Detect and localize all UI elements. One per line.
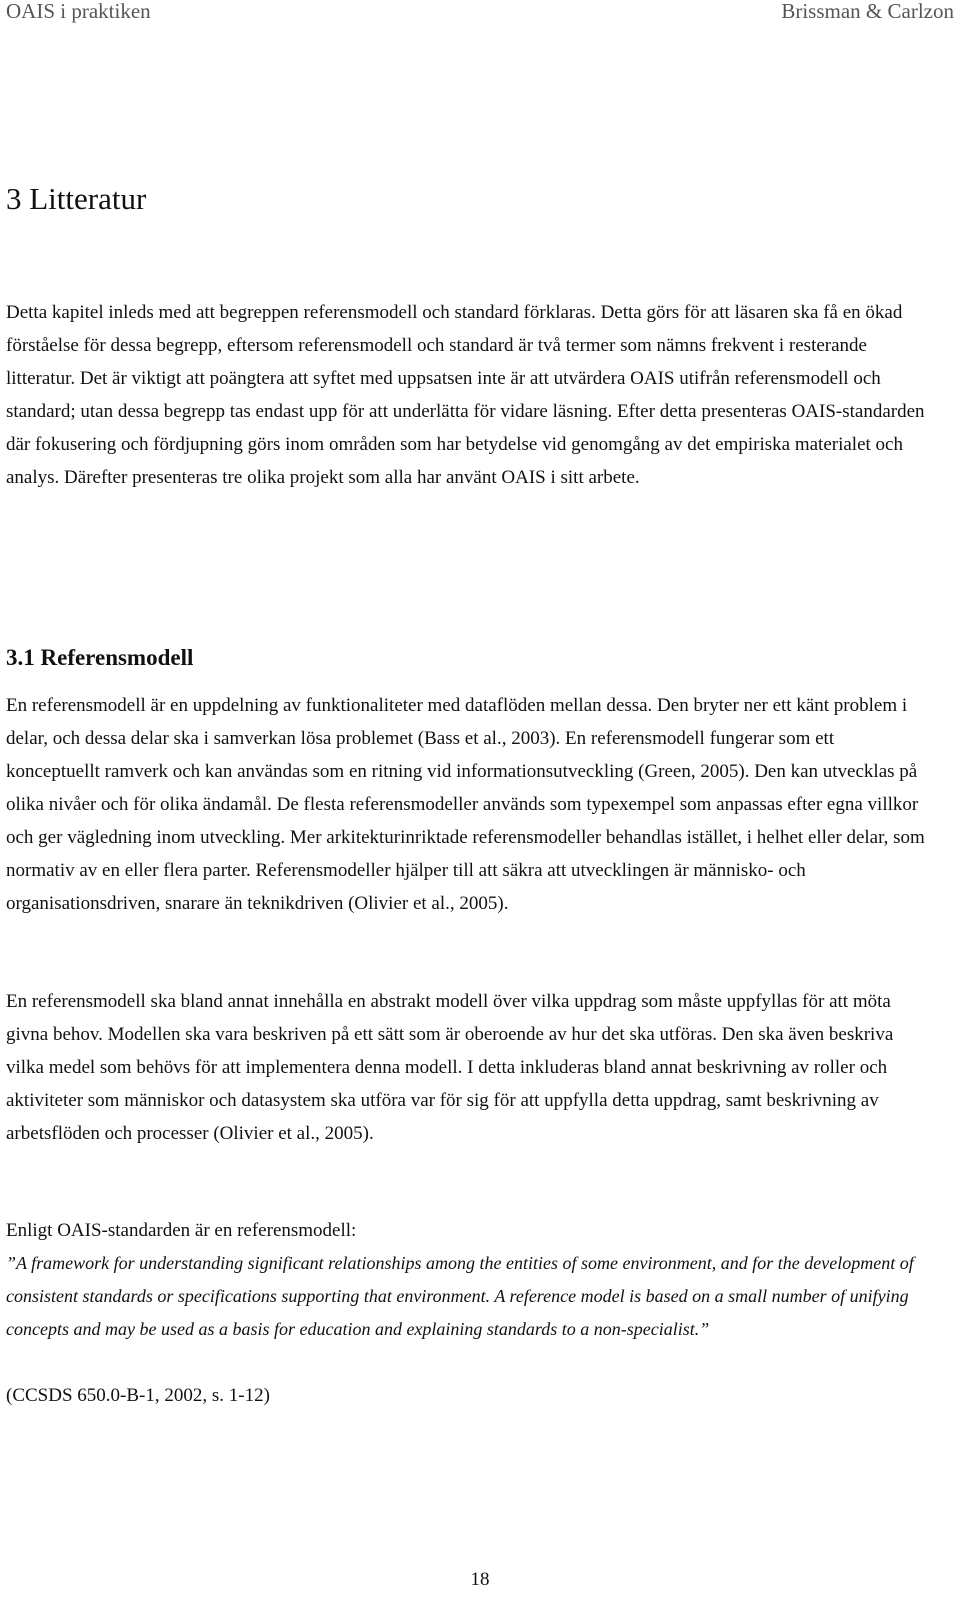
intro-paragraph: Detta kapitel inleds med att begreppen referensmodell och standard förklaras. Detta görs för att läsaren ska få en ökad förståelse för dessa begrepp, eftersom referensmodell och standard är två termer som nämns frekvent i resterande litteratur. Det är viktigt att poängtera att syftet med uppsatsen inte är att utvärdera OAIS utifrån referensmodell och standard; utan dessa begrepp tas endast upp för att underlätta för vidare läsning. Efter detta presenteras OAIS-standarden där fokusering och fördjupning görs inom områden som har betydelse vid genomgång av det empiriska materialet och analys. Därefter presenteras tre olika projekt som alla har använt OAIS i sitt arbete. (6, 302, 925, 488)
chapter-title: 3 Litteratur (6, 181, 147, 216)
header-authors: Brissman & Carlzon (781, 0, 954, 23)
header-document-title: OAIS i praktiken (6, 0, 151, 23)
section-paragraph-1: En referensmodell är en uppdelning av funktionaliteter med dataflöden mellan dessa. Den bryter ner ett känt problem i delar, och dessa delar ska i samverkan lösa problemet (Bass et al., 2003). En referensmodell fungerar som ett konceptuellt ramverk och kan användas som en ritning vid informationsutveckling (Green, 2005). Den kan utvecklas på olika nivåer och för olika ändamål. De flesta referensmodeller används som typexempel som anpassas efter egna villkor och ger vägledning inom utveckling. Mer arkitekturinriktade referensmodeller behandlas istället, i helhet eller delar, som normativ av en eller flera parter. Referensmodeller hjälper till att säkra att utvecklingen är människo- och organisationsdriven, snarare än teknikdriven (Olivier et al., 2005). (6, 695, 925, 914)
quote-citation: (CCSDS 650.0-B-1, 2002, s. 1-12) (6, 1385, 270, 1406)
quote-text: ”A framework for understanding significant relationships among the entities of some environment, and for the development of consistent standards or specifications supporting that environment. A reference model is based on a small number of unifying concepts and may be used as a basis for education and explaining standards to a non-specialist.” (6, 1253, 914, 1339)
section-paragraph-2: En referensmodell ska bland annat innehålla en abstrakt modell över vilka uppdrag som måste uppfyllas för att möta givna behov. Modellen ska vara beskriven på ett sätt som är oberoende av hur det ska utföras. Den ska även beskriva vilka medel som behövs för att implementera denna modell. I detta inkluderas bland annat beskrivning av roller och aktiviteter som människor och datasystem ska utföra var för sig för att uppfylla detta uppdrag, samt beskrivning av arbetsflöden och processer (Olivier et al., 2005). (6, 991, 894, 1144)
page-number: 18 (470, 1569, 490, 1590)
quote-intro: Enligt OAIS-standarden är en referensmodell: (6, 1220, 357, 1241)
page-header (6, 0, 954, 22)
section-title: 3.1 Referensmodell (6, 645, 194, 670)
